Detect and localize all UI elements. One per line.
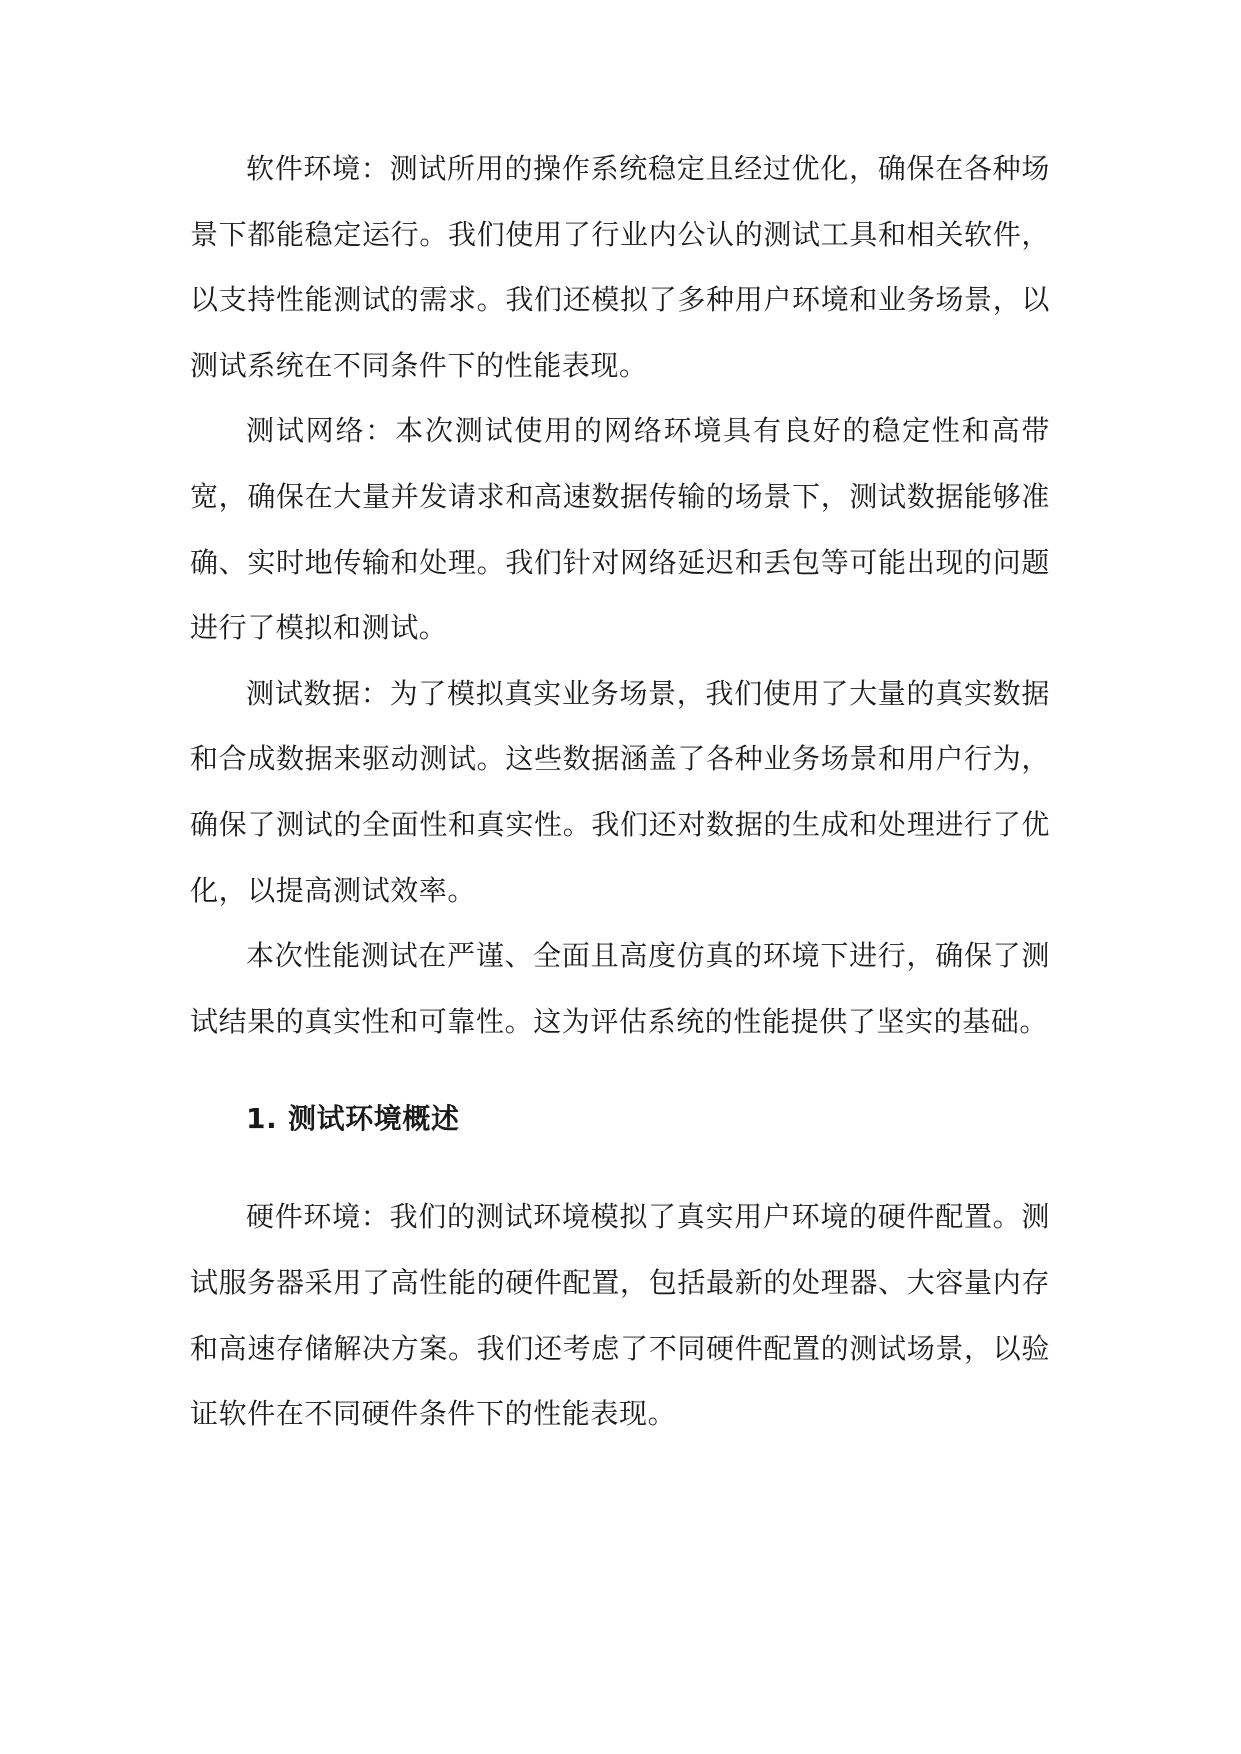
section-number: 1. <box>246 1102 278 1136</box>
paragraph-test-data: 测试数据：为了模拟真实业务场景，我们使用了大量的真实数据和合成数据来驱动测试。这些数据涵盖了各种业务场景和用户行为，确保了测试的全面性和真实性。我们还对数据的生成和处理进行了优化，以提高测试效率。 <box>190 676 1050 907</box>
paragraph-software-environment: 软件环境：测试所用的操作系统稳定且经过优化，确保在各种场景下都能稳定运行。我们使用了行业内公认的测试工具和相关软件，以支持性能测试的需求。我们还模拟了多种用户环境和业务场景，以测试系统在不同条件下的性能表现。 <box>190 152 1050 382</box>
section-title: 测试环境概述 <box>288 1102 460 1136</box>
paragraph-summary: 本次性能测试在严谨、全面且高度仿真的环境下进行，确保了测试结果的真实性和可靠性。这为评估系统的性能提供了坚实的基础。 <box>190 939 1050 1038</box>
section-heading <box>190 1054 1050 1184</box>
document-body <box>190 136 1050 1447</box>
paragraph-test-network: 测试网络：本次测试使用的网络环境具有良好的稳定性和高带宽，确保在大量并发请求和高速数据传输的场景下，测试数据能够准确、实时地传输和处理。我们针对网络延迟和丢包等可能出现的问题进行了模拟和测试。 <box>190 414 1050 645</box>
paragraph-hardware-environment: 硬件环境：我们的测试环境模拟了真实用户环境的硬件配置。测试服务器采用了高性能的硬件配置，包括最新的处理器、大容量内存和高速存储解决方案。我们还考虑了不同硬件配置的测试场景，以验证软件在不同硬件条件下的性能表现。 <box>190 1200 1050 1431</box>
